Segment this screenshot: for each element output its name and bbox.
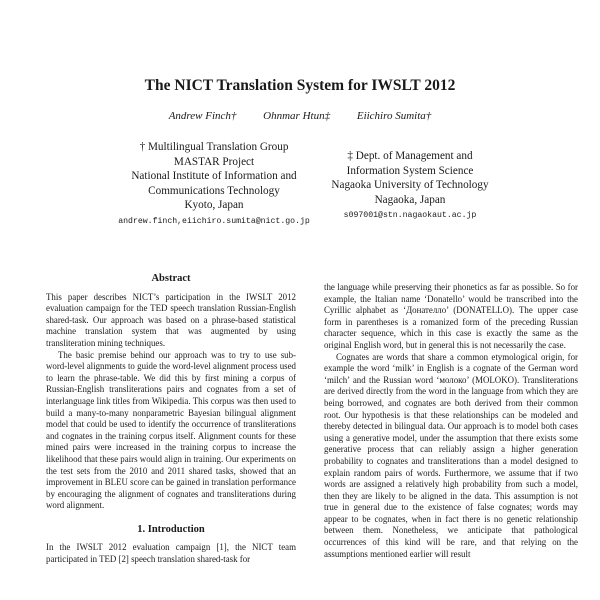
affiliation-email: andrew.finch,eiichiro.sumita@nict.go.jp bbox=[118, 216, 310, 226]
section-heading-introduction: 1. Introduction bbox=[137, 523, 205, 535]
affiliation-line: National Institute of Information and bbox=[131, 170, 297, 182]
author-list bbox=[0, 110, 600, 122]
affiliation-line: MASTAR Project bbox=[173, 155, 255, 168]
author-name: Ohnmar Htun‡ bbox=[263, 110, 331, 122]
affiliation-email: s097001@stn.nagaokaut.ac.jp bbox=[343, 211, 477, 220]
abstract-paragraph: The basic premise behind our approach was to try to use sub-word-level alignments to guide the word-level alignment process used to learn the phrase-table. We did this by first mining a corpus of Russian-English transliterations pairs and cognates from a set of interlanguage link titles from Wikipedia. This corpus was then used to build a many-to-many nonparametric Bayesian bilingual alignment model that could be used to identify the occurrence of transliterations and cognates in the training corpus itself. Alignment counts for these mined pairs were increased in the training corpus to increase the likelihood that these pairs would align in training. Our experiments on the test sets from the 2010 and 2011 shared tasks, showed that an improvement in BLEU score can be gained in translation performance by encouraging the alignment of cognates and transliterations during word alignment. bbox=[46, 349, 296, 511]
affiliation-nagaoka bbox=[320, 149, 500, 224]
body-paragraph: Cognates are words that share a common etymological origin, for example the word ‘milk’ in English is a cognate of the German word ‘milch’ and the Russian word ‘молоко’ (MOLOKO). Transliterations are derived directly from the word in the language from which they are being borrowed, and cognates are both derived from their common root. Our hypothesis is that these relationships can be modeled and thereby detected in bilingual data. Our approach is to model both cases using a generative model, under the assumption that there exists some generative process that can reliably assign a higher generation probability to cognates and transliterations than a model designed to explain random pairs of words. Furthermore, we assume that if two words are assigned a relatively high probability from such a model, then they are likely to be aligned in the data. This assumption is not true in general due to the existence of false cognates; words may appear to be cognates, when in fact there is no genetic relationship between them. Nonetheless, we anticipate that pathological occurrences of this kind will be rare, and that relying on the assumptions mentioned earlier will result bbox=[324, 351, 578, 559]
paper-title: The NICT Translation System for IWSLT 2012 bbox=[144, 77, 456, 94]
author-name: Eiichiro Sumita† bbox=[356, 110, 432, 122]
affiliation-nict bbox=[114, 140, 314, 229]
abstract-heading: Abstract bbox=[151, 273, 191, 284]
affiliation-line: Nagaoka, Japan bbox=[374, 193, 446, 206]
affiliation-line: † Multilingual Translation Group bbox=[139, 141, 289, 153]
affiliation-line: Information System Science bbox=[346, 164, 474, 177]
affiliation-line: Nagaoka University of Technology bbox=[331, 179, 489, 191]
affiliation-line: Communications Technology bbox=[148, 184, 280, 197]
affiliation-line: ‡ Dept. of Management and bbox=[347, 150, 473, 162]
left-column bbox=[46, 273, 296, 566]
affiliation-line: Kyoto, Japan bbox=[184, 199, 244, 211]
abstract-paragraph: This paper describes NICT’s participation in the IWSLT 2012 evaluation campaign for the TED speech translation Russian-English shared-task. Our approach was based on a phrase-based statistical machine translation system that was augmented by using transliteration mining techniques. bbox=[46, 291, 296, 348]
author-name: Andrew Finch† bbox=[168, 110, 237, 122]
body-paragraph: the language while preserving their phonetics as far as possible. So for example, the Italian name ‘Donatello’ would be transcribed into the Cyrillic alphabet as ‘Донателло’ (DONATELLO). The upper case form in parentheses is a romanized form of the preceding Russian character sequence, which in this case is exactly the same as the original English word, but in general this is not necessarily the case. bbox=[324, 282, 578, 350]
introduction-paragraph: In the IWSLT 2012 evaluation campaign [1], the NICT team participated in TED [2] speech translation shared-task for bbox=[46, 542, 296, 565]
right-column bbox=[324, 282, 578, 560]
